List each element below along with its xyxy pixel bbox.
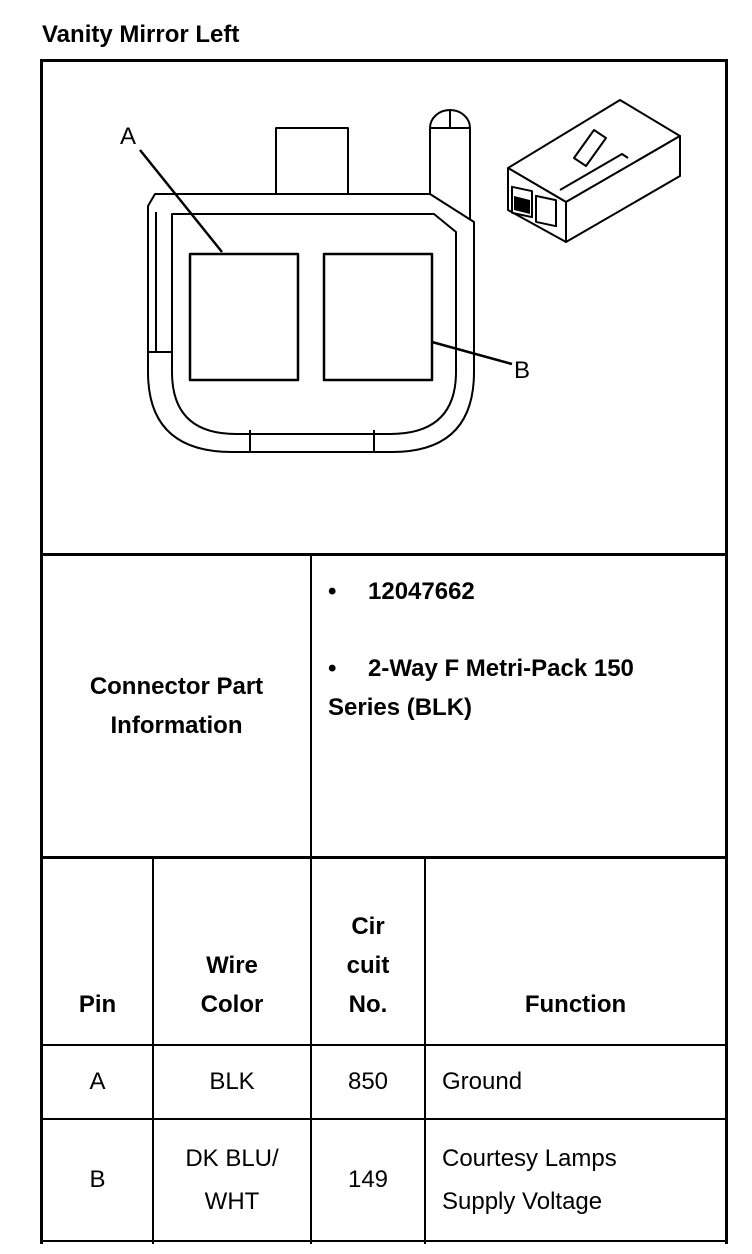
connector-latch-tab — [276, 128, 348, 196]
connector-info-list — [328, 572, 718, 765]
row-b-wire-color: DK BLU/ WHT — [185, 1145, 279, 1215]
row-b-circuit: 149 — [347, 1166, 389, 1193]
row-a-pin: A — [89, 1068, 106, 1095]
connector-isometric-icon — [508, 100, 680, 242]
connector-diagram — [0, 0, 752, 560]
row-b-pin: B — [89, 1166, 106, 1193]
connector-housing-outer — [148, 194, 474, 452]
list-item — [328, 649, 648, 727]
header-wire-color: Wire Color — [200, 952, 264, 1018]
table-border-bottom — [40, 1240, 728, 1242]
row-a-circuit: 850 — [347, 1068, 389, 1095]
page-title: Vanity Mirror Left — [42, 21, 240, 48]
callout-label-b: B — [514, 357, 531, 384]
row-a-function: Ground — [442, 1068, 523, 1095]
row-a-wire-color: BLK — [209, 1068, 255, 1095]
connector-info-label-text: Connector Part Information — [89, 673, 264, 739]
row-b-function: Courtesy Lamps Supply Voltage — [442, 1145, 617, 1215]
part-description: 2-Way F Metri-Pack 150 Series (BLK) — [328, 655, 634, 721]
column-divider-info — [310, 553, 312, 858]
connector-info-label — [43, 556, 310, 856]
callout-label-a: A — [120, 123, 137, 150]
bullet-icon: • — [328, 578, 337, 605]
bullet-icon: • — [328, 655, 337, 682]
header-function: Function — [524, 991, 627, 1018]
header-pin: Pin — [78, 991, 117, 1018]
list-item — [328, 572, 718, 611]
header-circuit: Cir cuit No. — [346, 913, 390, 1018]
part-number: 12047662 — [368, 578, 475, 605]
